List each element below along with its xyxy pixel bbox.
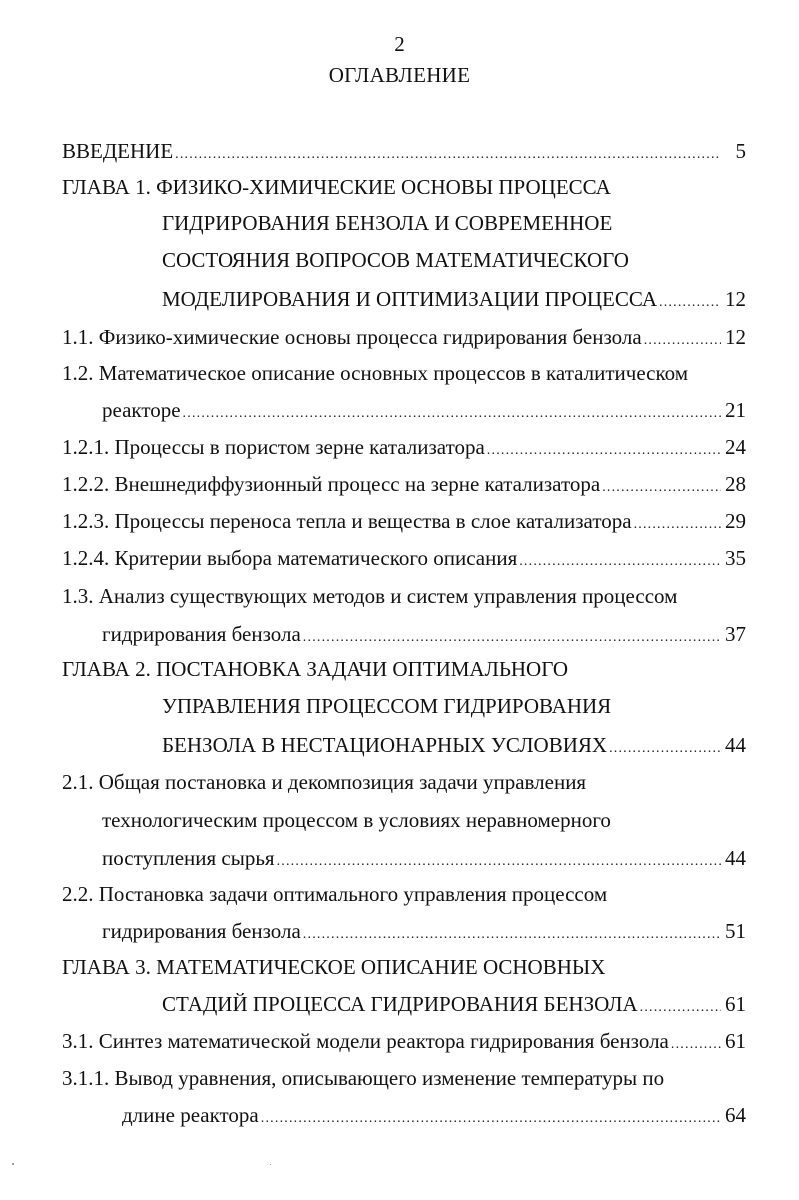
toc-entry-text: поступления сырья — [102, 846, 275, 870]
toc-chapter-2-line-3 — [162, 730, 746, 760]
toc-entry-page: 12 — [725, 287, 746, 311]
toc-entry-page: 12 — [725, 325, 746, 349]
leader-dots — [634, 510, 721, 540]
toc-entry-text: гидрирования бензола — [102, 919, 301, 943]
toc-entry-text: ГИДРИРОВАНИЯ БЕНЗОЛА И СОВРЕМЕННОЕ — [162, 211, 613, 235]
toc-entry-text: 1.2.2. Внешнедиффузионный процесс на зерне катализатора — [62, 472, 601, 496]
toc-section-2-2-line-1 — [62, 879, 607, 909]
leader-dots — [303, 920, 721, 950]
toc-entry-page: 44 — [725, 733, 746, 757]
toc-entry-text: технологическим процессом в условиях неравномерного — [102, 808, 611, 832]
leader-dots — [640, 993, 721, 1023]
toc-entry-page: 5 — [735, 139, 746, 163]
leader-dots — [303, 623, 721, 653]
toc-section-1-2-2 — [62, 469, 746, 499]
toc-entry-text: ГЛАВА 3. МАТЕМАТИЧЕСКОЕ ОПИСАНИЕ ОСНОВНЫХ — [62, 955, 606, 979]
toc-chapter-2-line-2 — [162, 691, 611, 721]
toc-chapter-2-line-1 — [62, 654, 568, 684]
leader-dots — [175, 140, 721, 170]
toc-section-1-2-line-1 — [62, 358, 688, 388]
toc-entry-text: 1.2.4. Критерии выбора математического описания — [62, 546, 518, 570]
toc-entry-text: БЕНЗОЛА В НЕСТАЦИОНАРНЫХ УСЛОВИЯХ — [162, 733, 608, 757]
toc-entry-page: 44 — [725, 846, 746, 870]
leader-dots — [644, 326, 721, 356]
toc-title: ОГЛАВЛЕНИЕ — [328, 63, 471, 87]
toc-entry-text: СТАДИЙ ПРОЦЕССА ГИДРИРОВАНИЯ БЕНЗОЛА — [162, 992, 638, 1016]
toc-entry-text: СОСТОЯНИЯ ВОПРОСОВ МАТЕМАТИЧЕСКОГО — [162, 248, 629, 272]
toc-chapter-3-line-1 — [62, 952, 605, 982]
toc-entry-page: 28 — [725, 472, 746, 496]
leader-dots — [277, 847, 721, 877]
toc-entry-text: 3.1. Синтез математической модели реактора гидрирования бензола — [62, 1029, 669, 1053]
toc-entry-page: 61 — [725, 1029, 746, 1053]
toc-entry-text: 2.1. Общая постановка и декомпозиция задачи управления — [62, 770, 587, 794]
toc-section-1-1 — [62, 322, 746, 352]
toc-entry-text: 2.2. Постановка задачи оптимального управления процессом — [62, 882, 608, 906]
toc-chapter-1-line-4 — [162, 284, 746, 314]
toc-section-1-2-4 — [62, 543, 746, 573]
toc-entry-text: 1.2.3. Процессы переноса тепла и вещества в слое катализатора — [62, 509, 632, 533]
scan-speck — [270, 1164, 271, 1165]
toc-entry-introduction — [62, 136, 746, 166]
leader-dots — [183, 399, 721, 429]
toc-section-3-1 — [62, 1026, 746, 1056]
toc-entry-page: 61 — [725, 992, 746, 1016]
toc-entry-page: 35 — [725, 546, 746, 570]
toc-section-2-1-line-1 — [62, 767, 586, 797]
toc-entry-text: реакторе — [102, 398, 181, 422]
toc-entry-text: 1.3. Анализ существующих методов и систем управления процессом — [62, 584, 678, 608]
toc-chapter-1-line-1 — [62, 172, 611, 202]
toc-entry-text: гидрирования бензола — [102, 622, 301, 646]
toc-entry-text: 1.2.1. Процессы в пористом зерне катализатора — [62, 435, 485, 459]
toc-entry-text: МОДЕЛИРОВАНИЯ И ОПТИМИЗАЦИИ ПРОЦЕССА — [162, 287, 658, 311]
toc-section-1-2-line-2 — [102, 395, 746, 425]
toc-entry-text: 3.1.1. Вывод уравнения, описывающего изменение температуры по — [62, 1066, 665, 1090]
toc-section-3-1-1-line-1 — [62, 1063, 664, 1093]
toc-entry-text: 1.2. Математическое описание основных процессов в каталитическом — [62, 361, 689, 385]
toc-chapter-1-line-2 — [162, 208, 612, 238]
leader-dots — [659, 288, 721, 318]
leader-dots — [609, 734, 721, 764]
toc-section-2-1-line-3 — [102, 843, 746, 873]
toc-entry-page: 29 — [725, 509, 746, 533]
toc-entry-text: 1.1. Физико-химические основы процесса гидрирования бензола — [62, 325, 642, 349]
toc-entry-page: 64 — [725, 1103, 746, 1127]
leader-dots — [519, 547, 721, 577]
toc-section-3-1-1-line-2 — [122, 1100, 746, 1130]
toc-entry-text: ГЛАВА 2. ПОСТАНОВКА ЗАДАЧИ ОПТИМАЛЬНОГО — [62, 657, 568, 681]
toc-section-1-3-line-1 — [62, 581, 677, 611]
leader-dots — [261, 1104, 721, 1134]
scan-speck — [12, 1163, 14, 1165]
toc-entry-page: 37 — [725, 622, 746, 646]
toc-section-1-3-line-2 — [102, 619, 746, 649]
toc-chapter-3-line-2 — [162, 989, 746, 1019]
toc-section-1-2-1 — [62, 432, 746, 462]
toc-chapter-1-line-3 — [162, 245, 629, 275]
toc-entry-page: 21 — [725, 398, 746, 422]
toc-section-2-2-line-2 — [102, 916, 746, 946]
toc-section-1-2-3 — [62, 506, 746, 536]
toc-entry-text: длине реактора — [122, 1103, 259, 1127]
toc-section-2-1-line-2 — [102, 805, 611, 835]
page-number: 2 — [394, 32, 405, 56]
leader-dots — [671, 1030, 721, 1060]
toc-entry-page: 51 — [725, 919, 746, 943]
toc-entry-text: ГЛАВА 1. ФИЗИКО-ХИМИЧЕСКИЕ ОСНОВЫ ПРОЦЕССА — [62, 175, 611, 199]
toc-entry-text: ВВЕДЕНИЕ — [62, 139, 174, 163]
leader-dots — [487, 436, 721, 466]
leader-dots — [602, 473, 721, 503]
toc-entry-text: УПРАВЛЕНИЯ ПРОЦЕССОМ ГИДРИРОВАНИЯ — [162, 694, 612, 718]
toc-entry-page: 24 — [725, 435, 746, 459]
